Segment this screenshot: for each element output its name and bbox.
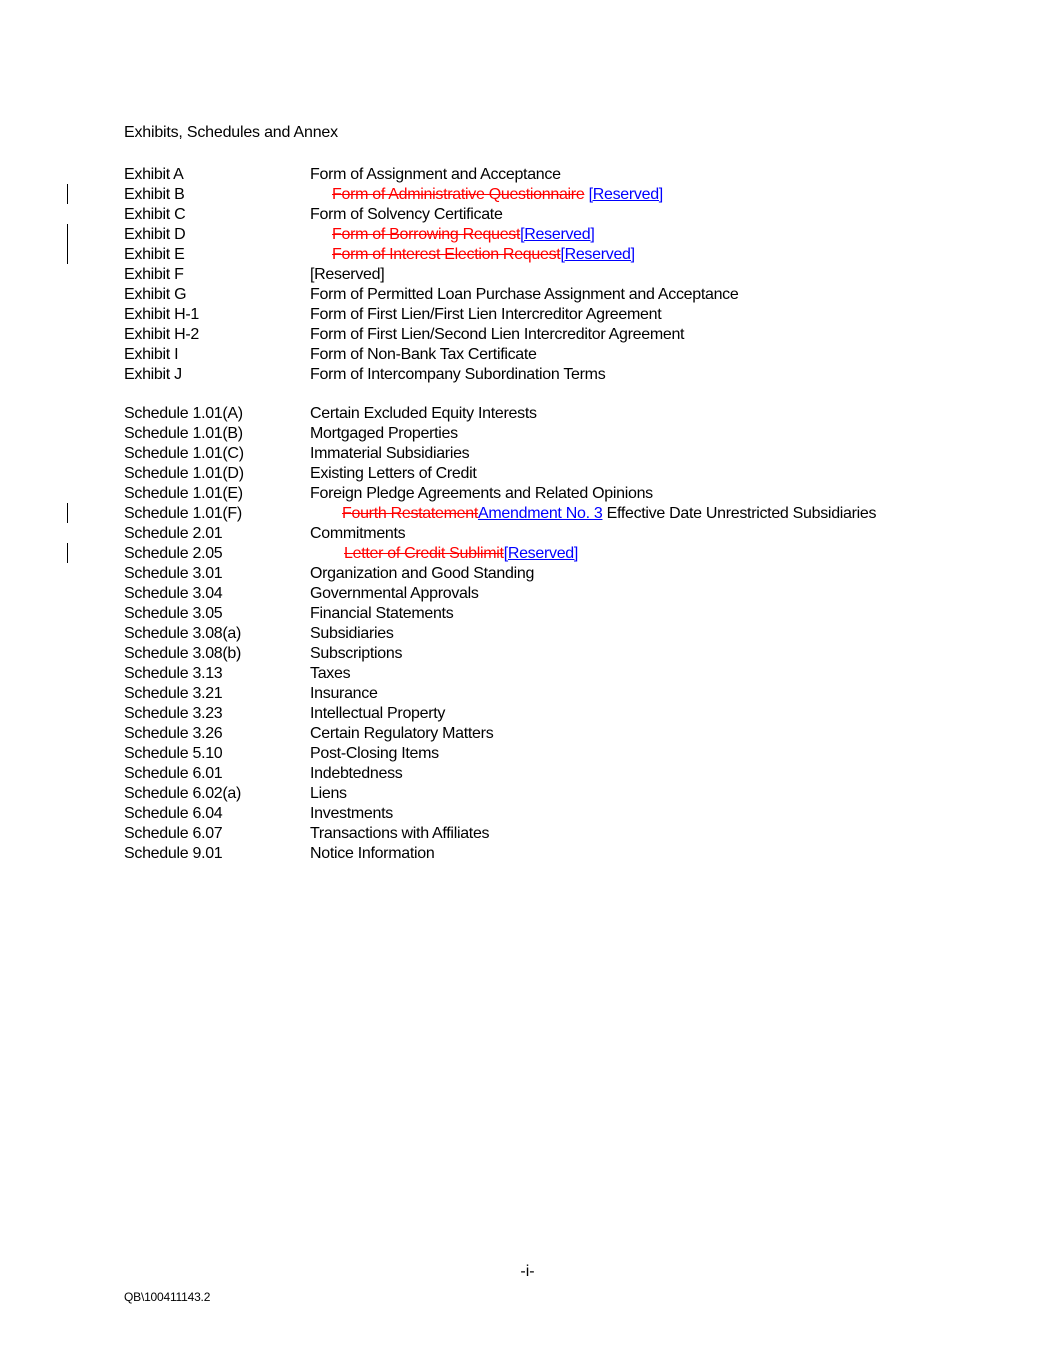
schedule-label: Schedule 9.01 [124,845,223,862]
schedule-row [0,584,1055,604]
page-number: -i- [520,1263,535,1280]
schedule-row [0,684,1055,704]
schedule-label: Schedule 3.08(b) [124,645,242,662]
schedule-title: Transactions with Affiliates [310,825,490,842]
schedule-row [0,744,1055,764]
schedule-label: Schedule 5.10 [124,745,223,762]
schedule-title: Immaterial Subsidiaries [310,445,470,462]
schedule-title: Existing Letters of Credit [310,465,477,482]
exhibit-title [332,225,595,245]
schedule-title: Mortgaged Properties [310,425,458,442]
schedule-title: Subsidiaries [310,625,394,642]
exhibit-title: Form of Non-Bank Tax Certificate [310,346,537,363]
schedule-label: Schedule 6.04 [124,805,223,822]
schedule-row [0,404,1055,424]
exhibit-row [0,225,1055,245]
exhibit-label: Exhibit F [124,266,184,283]
schedule-title: Investments [310,805,393,822]
schedule-row [0,464,1055,484]
exhibit-row [0,285,1055,305]
schedule-title: Subscriptions [310,645,403,662]
exhibit-label: Exhibit A [124,166,184,183]
exhibit-label: Exhibit G [124,286,187,303]
schedule-label: Schedule 1.01(E) [124,485,243,502]
exhibit-row [0,325,1055,345]
schedule-label: Schedule 3.13 [124,665,223,682]
exhibit-row [0,245,1055,265]
schedule-title: Intellectual Property [310,705,446,722]
document-id: QB\100411143.2 [124,1290,211,1304]
exhibit-label: Exhibit J [124,366,182,383]
schedule-row [0,824,1055,844]
exhibit-title [332,185,663,205]
schedule-row [0,524,1055,544]
schedule-label: Schedule 3.04 [124,585,223,602]
schedule-row [0,704,1055,724]
exhibit-row [0,345,1055,365]
inserted-text: [Reserved] [503,545,579,562]
deleted-text: Form of Administrative Questionnaire [332,186,585,203]
exhibit-title: [Reserved] [310,266,385,283]
schedule-label: Schedule 6.02(a) [124,785,242,802]
schedule-row [0,664,1055,684]
schedule-label: Schedule 3.05 [124,605,223,622]
schedule-title: Insurance [310,685,378,702]
schedule-row [0,624,1055,644]
schedule-label: Schedule 3.08(a) [124,625,242,642]
schedule-label: Schedule 3.26 [124,725,223,742]
exhibit-label: Exhibit B [124,186,185,203]
exhibit-title: Form of Solvency Certificate [310,206,503,223]
schedule-row [0,724,1055,744]
exhibit-title: Form of Assignment and Acceptance [310,166,561,183]
schedule-title-rest: Effective Date Unrestricted Subsidiaries [602,505,877,522]
schedule-title: Organization and Good Standing [310,565,535,582]
exhibit-title: Form of First Lien/First Lien Intercreditor Agreement [310,306,662,323]
schedule-row [0,444,1055,464]
schedule-title: Post-Closing Items [310,745,439,762]
inserted-text: Amendment No. 3 [478,505,603,522]
page-heading: Exhibits, Schedules and Annex [124,124,338,141]
schedule-row [0,564,1055,584]
exhibit-row [0,265,1055,285]
schedule-row [0,844,1055,864]
schedule-title: Notice Information [310,845,435,862]
deleted-text: Form of Borrowing Request [332,226,521,243]
exhibit-label: Exhibit C [124,206,186,223]
exhibit-row [0,365,1055,385]
schedule-label: Schedule 1.01(B) [124,425,243,442]
schedule-label: Schedule 3.21 [124,685,223,702]
schedule-row [0,484,1055,504]
schedule-label: Schedule 3.01 [124,565,223,582]
schedule-row [0,504,1055,524]
schedule-row [0,764,1055,784]
schedule-label: Schedule 2.05 [124,545,223,562]
deleted-text: Fourth Restatement [342,505,478,522]
schedule-label: Schedule 1.01(F) [124,505,242,522]
schedule-title: Foreign Pledge Agreements and Related Opinions [310,485,653,502]
schedule-label: Schedule 1.01(D) [124,465,244,482]
schedule-title: Indebtedness [310,765,403,782]
schedule-title [344,544,578,564]
exhibit-label: Exhibit H-1 [124,306,199,323]
schedule-title: Taxes [310,665,351,682]
exhibit-title: Form of Intercompany Subordination Terms [310,366,606,383]
schedule-title: Liens [310,785,347,802]
schedule-row [0,424,1055,444]
schedule-label: Schedule 6.01 [124,765,223,782]
exhibit-label: Exhibit D [124,226,186,243]
exhibit-label: Exhibit H-2 [124,326,199,343]
exhibit-label: Exhibit E [124,246,185,263]
schedule-row [0,804,1055,824]
inserted-text: [Reserved] [560,246,635,263]
schedule-row [0,644,1055,664]
inserted-text: [Reserved] [588,186,663,203]
schedule-title: Governmental Approvals [310,585,479,602]
exhibit-row [0,185,1055,205]
schedule-title [342,504,876,524]
deleted-text: Letter of Credit Sublimit [344,545,504,562]
exhibit-title [332,245,635,265]
exhibit-row [0,205,1055,225]
schedule-title: Certain Regulatory Matters [310,725,494,742]
exhibit-title: Form of Permitted Loan Purchase Assignment and Acceptance [310,286,739,303]
exhibit-row [0,305,1055,325]
inserted-text: [Reserved] [520,226,595,243]
schedule-label: Schedule 2.01 [124,525,223,542]
schedule-label: Schedule 1.01(C) [124,445,244,462]
schedule-title: Financial Statements [310,605,454,622]
schedule-label: Schedule 1.01(A) [124,405,243,422]
schedule-row [0,544,1055,564]
exhibit-label: Exhibit I [124,346,179,363]
exhibit-row [0,165,1055,185]
schedule-row [0,784,1055,804]
deleted-text: Form of Interest Election Request [332,246,561,263]
exhibit-title: Form of First Lien/Second Lien Intercreditor Agreement [310,326,685,343]
schedule-row [0,604,1055,624]
schedule-label: Schedule 6.07 [124,825,223,842]
schedule-title: Commitments [310,525,406,542]
schedule-label: Schedule 3.23 [124,705,223,722]
schedule-title: Certain Excluded Equity Interests [310,405,537,422]
